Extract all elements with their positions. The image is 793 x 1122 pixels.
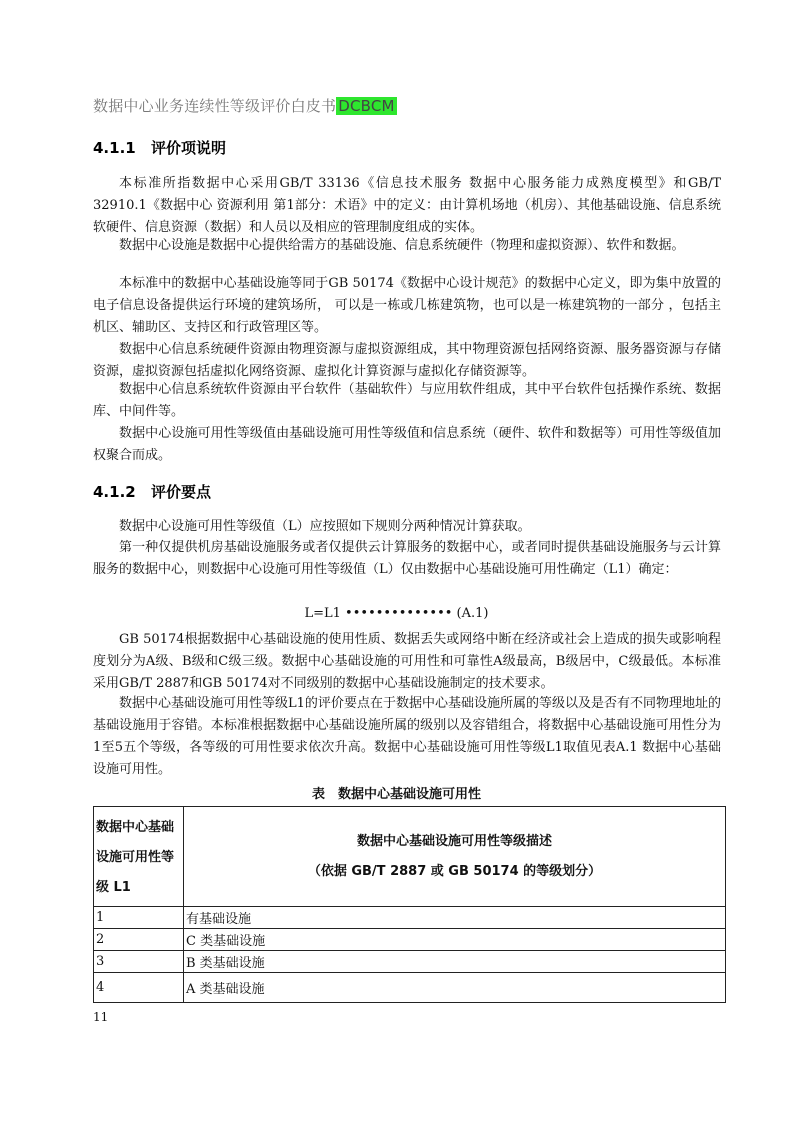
header-level-cell [94,807,184,907]
paragraph: 第一种仅提供机房基础设施服务或者仅提供云计算服务的数据中心，或者同时提供基础设施服务与云计算服务的数据中心，则数据中心设施可用性等级值（L）仅由数据中心基础设施可用性确定（L1）确定： [93,540,721,577]
header-level-line: 设施可用性等 [96,850,175,865]
section-title: 评价项说明 [151,139,227,157]
section-heading-4-1-1 [93,137,226,158]
paragraph: 数据中心基础设施可用性等级L1的评价要点在于数据中心基础设施所属的等级以及是否有不同物理地址的基础设施用于容错。本标准根据数据中心基础设施所属的级别以及容错组合，将数据中心基础设施可用性分为1至5五个等级，各等级的可用性要求依次升高。数据中心基础设施可用性等级L1取值见表A.1 数据中心基础设施可用性。 [93,696,721,777]
level-cell: 3 [94,951,184,973]
paragraph: 数据中心设施可用性等级值由基础设施可用性等级值和信息系统（硬件、软件和数据等）可用性等级值加权聚合而成。 [93,426,721,463]
header-title: 数据中心业务连续性等级评价白皮书 [93,97,337,115]
section-title: 评价要点 [151,483,212,501]
formula-a1: L=L1 •••••••••••••• (A.1) [304,606,489,621]
table-caption: 表 数据中心基础设施可用性 [311,787,481,802]
paragraph: 数据中心信息系统软件资源由平台软件（基础软件）与应用软件组成，其中平台软件包括操作系统、数据库、中间件等。 [93,382,721,419]
description-cell: A 类基础设施 [184,973,726,1003]
paragraph: 数据中心信息系统硬件资源由物理资源与虚拟资源组成，其中物理资源包括网络资源、服务器资源与存储资源，虚拟资源包括虚拟化网络资源、虚拟化计算资源与虚拟化存储资源等。 [93,342,721,379]
description-cell: B 类基础设施 [184,951,726,973]
header-level-line: 级 L1 [96,880,131,895]
level-cell: 4 [94,973,184,1003]
header-tag: DCBCM [338,97,395,115]
paragraph: 本标准中的数据中心基础设施等同于GB 50174《数据中心设计规范》的数据中心定义，即为集中放置的电子信息设备提供运行环境的建筑场所， 可以是一栋或几栋建筑物，也可以是一栋建筑物的一部分 ，包括主机区、辅助区、支持区和行政管理区等。 [93,276,721,335]
document-header [93,95,397,116]
paragraph: 本标准所指数据中心采用GB/T 33136《信息技术服务 数据中心服务能力成熟度模型》和GB/T 32910.1《数据中心 资源利用 第1部分：术语》中的定义：由计算机场地（机房）、其他基础设施、信息系统软硬件、信息资源（数据）和人员以及相应的管理制度组成的实体。 [93,176,721,235]
level-cell: 1 [94,907,184,929]
table-row [94,907,726,929]
paragraph: GB 50174根据数据中心基础设施的使用性质、数据丢失或网络中断在经济或社会上造成的损失或影响程度划分为A级、B级和C级三级。数据中心基础设施的可用性和可靠性A级最高，B级居中，C级最低。本标准采用GB/T 2887和GB 50174对不同级别的数据中心基础设施制定的技术要求。 [93,632,721,691]
section-number: 4.1.1 [93,139,136,157]
paragraph: 数据中心设施是数据中心提供给需方的基础设施、信息系统硬件（物理和虚拟资源）、软件和数据。 [119,238,685,253]
table-header-row [94,807,726,907]
level-cell: 2 [94,929,184,951]
page-number: 11 [93,1010,109,1024]
header-description-cell [184,807,726,907]
paragraph: 数据中心设施可用性等级值（L）应按照如下规则分两种情况计算获取。 [119,519,531,534]
section-heading-4-1-2 [93,481,211,502]
table-row [94,951,726,973]
availability-table [93,806,726,1003]
header-description-line: 数据中心基础设施可用性等级描述 [356,833,552,849]
description-cell: 有基础设施 [184,907,726,929]
description-cell: C 类基础设施 [184,929,726,951]
section-number: 4.1.2 [93,483,136,501]
table-row [94,973,726,1003]
header-level-line: 数据中心基础 [96,820,175,835]
table-row [94,929,726,951]
header-description-line: （依据 GB/T 2887 或 GB 50174 的等级划分） [307,863,602,879]
